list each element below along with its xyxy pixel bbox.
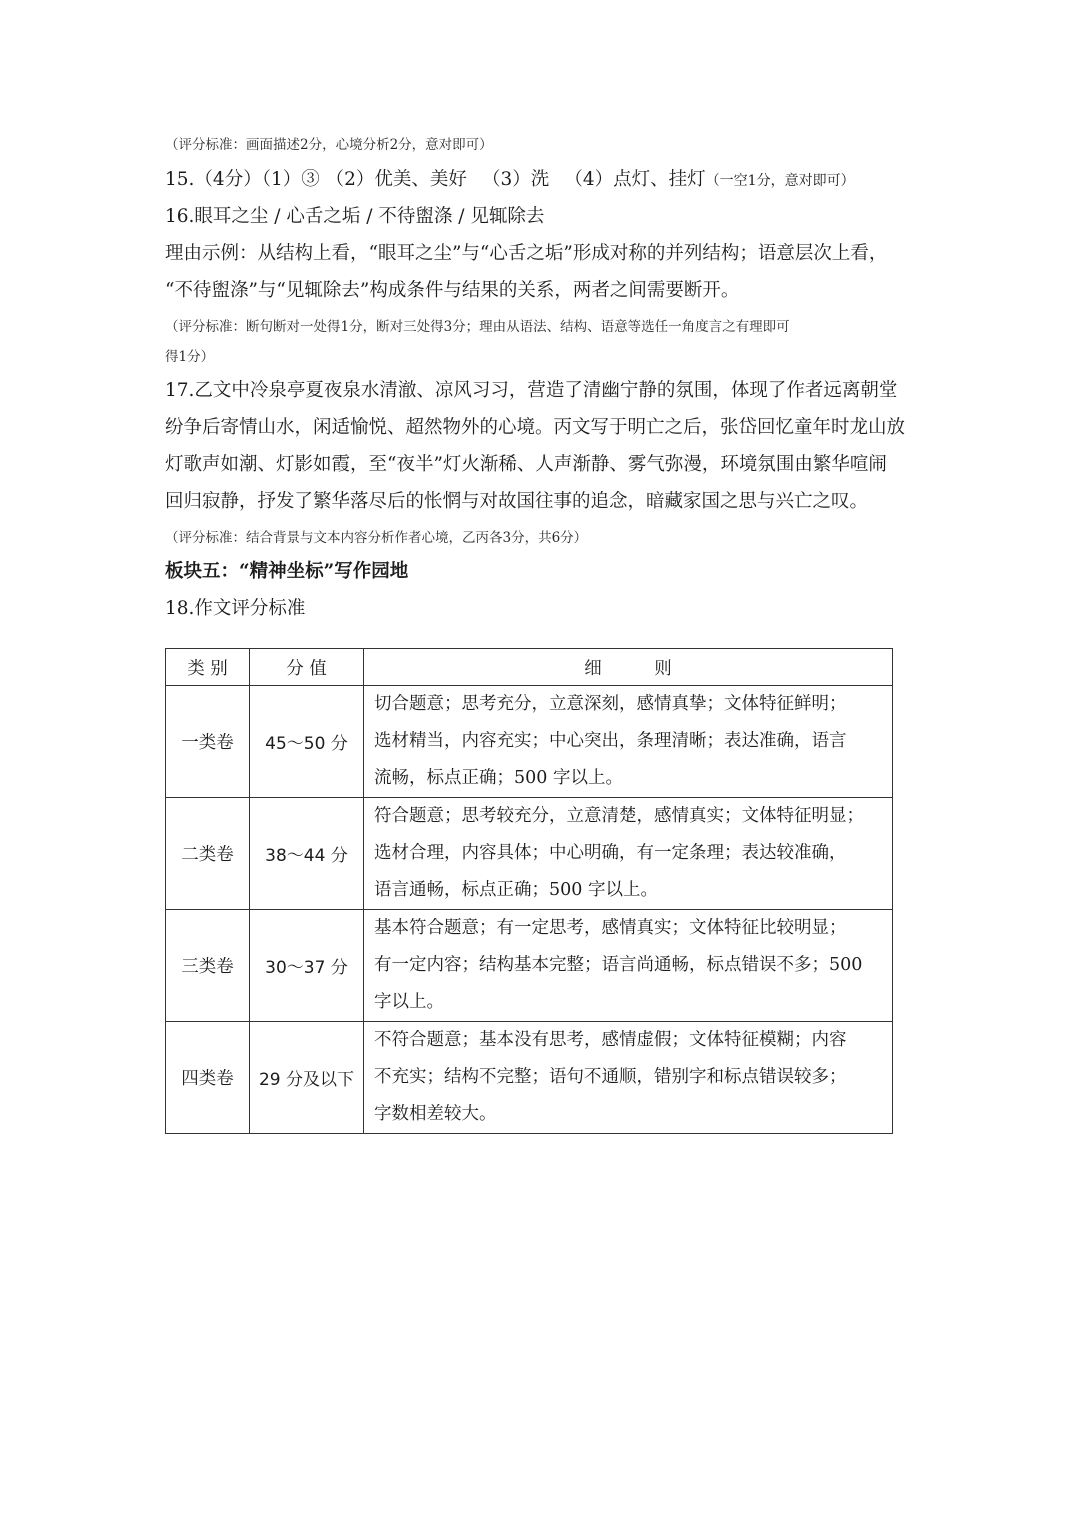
detail-line: 流畅，标点正确；500 字以上。 bbox=[374, 768, 623, 788]
row-score: 29 分及以下 bbox=[250, 1022, 364, 1134]
q15-scoring-note: （一空1分，意对即可） bbox=[705, 173, 855, 189]
q17-scoring-note: （评分标准：结合背景与文本内容分析作者心境，乙丙各3分，共6分） bbox=[165, 530, 588, 546]
row-category: 三类卷 bbox=[166, 910, 250, 1022]
q15-answer bbox=[165, 165, 855, 191]
q16-scoring-note-line-2: 得1分） bbox=[165, 349, 215, 365]
row-category: 四类卷 bbox=[166, 1022, 250, 1134]
q16-scoring-note-line-1: （评分标准：断句断对一处得1分，断对三处得3分；理由从语法、结构、语意等选任一角度言之有理即可 bbox=[165, 319, 790, 335]
header-score: 分 值 bbox=[250, 649, 364, 686]
table-header-row bbox=[166, 649, 893, 686]
detail-line: 符合题意；思考较充分，立意清楚，感情真实；文体特征明显； bbox=[374, 806, 864, 826]
q16-answer: 16.眼耳之尘 / 心舌之垢 / 不待盥涤 / 见辄除去 bbox=[165, 206, 545, 227]
row-detail bbox=[364, 798, 893, 910]
detail-line: 语言通畅，标点正确；500 字以上。 bbox=[374, 880, 658, 900]
q16-reason-line-2: “不待盥涤”与“见辄除去”构成条件与结果的关系，两者之间需要断开。 bbox=[165, 280, 740, 301]
q17-line-2: 纷争后寄情山水，闲适愉悦、超然物外的心境。丙文写于明亡之后，张岱回忆童年时龙山放 bbox=[165, 417, 906, 438]
header-category: 类 别 bbox=[166, 649, 250, 686]
table-row bbox=[166, 686, 893, 798]
row-category: 二类卷 bbox=[166, 798, 250, 910]
note-q14-scoring: （评分标准：画面描述2分，心境分析2分，意对即可） bbox=[165, 137, 493, 153]
row-score: 45～50 分 bbox=[250, 686, 364, 798]
essay-rubric-table bbox=[165, 648, 893, 1134]
detail-line: 选材精当，内容充实；中心突出，条理清晰；表达准确，语言 bbox=[374, 731, 847, 751]
q15-answer-main: 15.（4分）（1）③ （2）优美、美好 （3）洗 （4）点灯、挂灯 bbox=[165, 169, 706, 190]
q17-line-4: 回归寂静，抒发了繁华落尽后的怅惘与对故国往事的追念，暗藏家国之思与兴亡之叹。 bbox=[165, 491, 869, 512]
q18-title: 18.作文评分标准 bbox=[165, 598, 306, 619]
row-category: 一类卷 bbox=[166, 686, 250, 798]
detail-line: 基本符合题意；有一定思考，感情真实；文体特征比较明显； bbox=[374, 918, 847, 938]
detail-line: 有一定内容；结构基本完整；语言尚通畅，标点错误不多；500 bbox=[374, 955, 863, 975]
row-score: 38～44 分 bbox=[250, 798, 364, 910]
table-row bbox=[166, 798, 893, 910]
detail-line: 字以上。 bbox=[374, 992, 444, 1012]
row-detail bbox=[364, 686, 893, 798]
detail-line: 不充实；结构不完整；语句不通顺，错别字和标点错误较多； bbox=[374, 1067, 847, 1087]
header-detail: 细 则 bbox=[364, 649, 893, 686]
detail-line: 字数相差较大。 bbox=[374, 1104, 497, 1124]
table-row bbox=[166, 910, 893, 1022]
detail-line: 不符合题意；基本没有思考，感情虚假；文体特征模糊；内容 bbox=[374, 1030, 847, 1050]
table-row bbox=[166, 1022, 893, 1134]
q17-line-3: 灯歌声如潮、灯影如霞，至“夜半”灯火渐稀、人声渐静、雾气弥漫，环境氛围由繁华喧闹 bbox=[165, 454, 887, 475]
q17-line-1: 17.乙文中冷泉亭夏夜泉水清澈、凉风习习，营造了清幽宁静的氛围，体现了作者远离朝堂 bbox=[165, 380, 898, 401]
detail-line: 切合题意；思考充分，立意深刻，感情真挚；文体特征鲜明； bbox=[374, 694, 847, 714]
q16-reason-line-1: 理由示例：从结构上看，“眼耳之尘”与“心舌之垢”形成对称的并列结构；语意层次上看， bbox=[165, 243, 888, 264]
row-score: 30～37 分 bbox=[250, 910, 364, 1022]
row-detail bbox=[364, 910, 893, 1022]
detail-line: 选材合理，内容具体；中心明确，有一定条理；表达较准确， bbox=[374, 843, 847, 863]
row-detail bbox=[364, 1022, 893, 1134]
section5-title: 板块五：“精神坐标”写作园地 bbox=[165, 561, 409, 582]
